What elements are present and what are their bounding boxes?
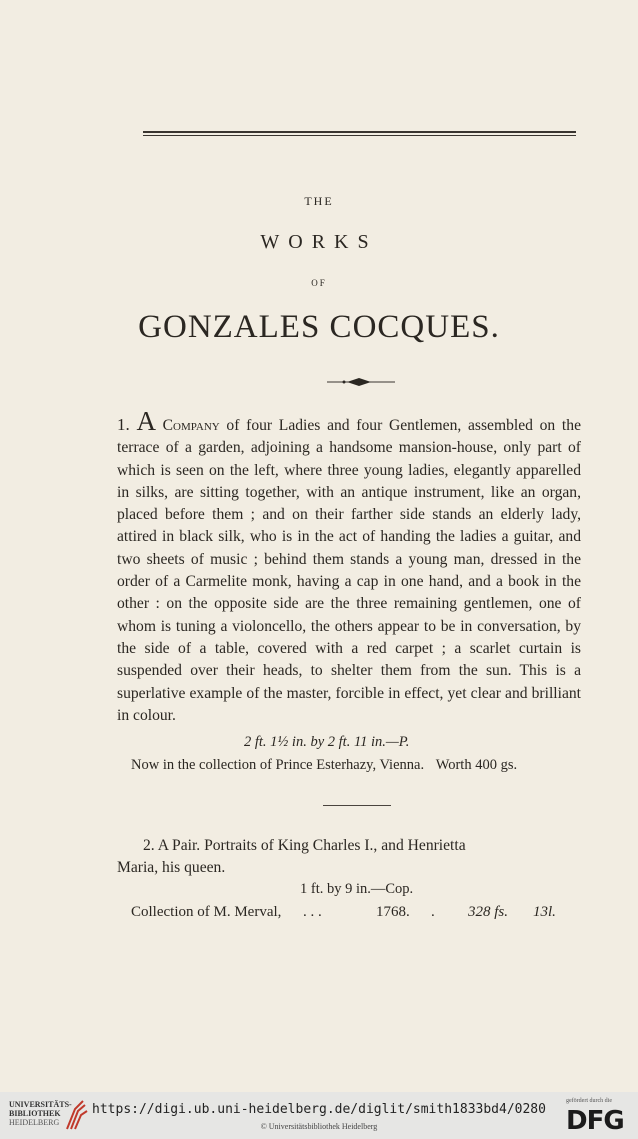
title-works: WORKS — [260, 231, 378, 253]
library-name: UNIVERSITÄTS- BIBLIOTHEK HEIDELBERG — [9, 1100, 72, 1127]
dfg-logo: DFG — [566, 1106, 624, 1136]
entry-1-description: of four Ladies and four Gentlemen, assembled on the terrace of a garden, adjoining a handsome mansion-house, only part of which is seen on the left, where three young ladies, elegantly apparelled in silks, are sitting together, with an antique instrument, like an organ, placed before them ; and on their farther side stands an elderly lady, attired in black silk, who is in the act of handing the ladies a guitar, and two sheets of music ; behind them stands a young man, dressed in the order of a Carmelite monk, having a cap in one hand, and a book in the other : on the opposite side are the three remaining gentlemen, one of whom is tuning a violoncello, the others appear to be in conversation, by the side of a table, covered with a red carpet ; a scarlet curtain is suspended over their heads, to shelter them from the sun. This is a superlative example of the master, forcible in effect, yet clear and brilliant in colour. — [117, 417, 581, 724]
entry-2-dots-2: . — [431, 904, 435, 920]
entry-1-provenance — [131, 757, 517, 774]
entry-1-number: 1. — [117, 415, 130, 434]
funding-note: gefördert durch die — [566, 1098, 612, 1104]
entry-2-title-cont: Maria, his queen. — [117, 859, 226, 876]
title-the: THE — [304, 194, 334, 208]
entry-1-dimensions: 2 ft. 1½ in. by 2 ft. 11 in.—P. — [244, 734, 410, 750]
title-artist-name: GONZALES COCQUES. — [138, 309, 500, 345]
entry-1-lead-word: Company — [162, 417, 220, 434]
entry-separator — [323, 805, 391, 806]
top-rule-thin — [143, 135, 576, 136]
title-of: OF — [311, 278, 327, 288]
copyright-notice: © Universitätsbibliothek Heidelberg — [260, 1122, 378, 1131]
entry-2-collection: Collection of M. Merval, — [131, 904, 282, 920]
entry-1-worth: Worth 400 gs. — [435, 757, 518, 773]
entry-2-dimensions: 1 ft. by 9 in.—Cop. — [300, 881, 414, 897]
entry-2-title: 2. A Pair. Portraits of King Charles I., and Henrietta — [143, 837, 466, 854]
entry-2-price-francs: 328 fs. — [468, 904, 509, 920]
entry-2-dots: . . . — [303, 904, 322, 920]
ornament-divider-icon — [327, 375, 395, 389]
entry-1-initial: A — [136, 406, 156, 436]
top-rule — [143, 131, 576, 133]
entry-1 — [117, 406, 581, 727]
entry-2-price-pounds: 13l. — [533, 904, 556, 920]
permalink-url[interactable]: https://digi.ub.uni-heidelberg.de/diglit/smith1833bd4/0280 — [92, 1102, 546, 1117]
entry-1-collection: Now in the collection of Prince Esterhazy, Vienna. — [131, 757, 425, 773]
entry-2-year: 1768. — [376, 904, 410, 920]
entry-2 — [117, 835, 581, 879]
